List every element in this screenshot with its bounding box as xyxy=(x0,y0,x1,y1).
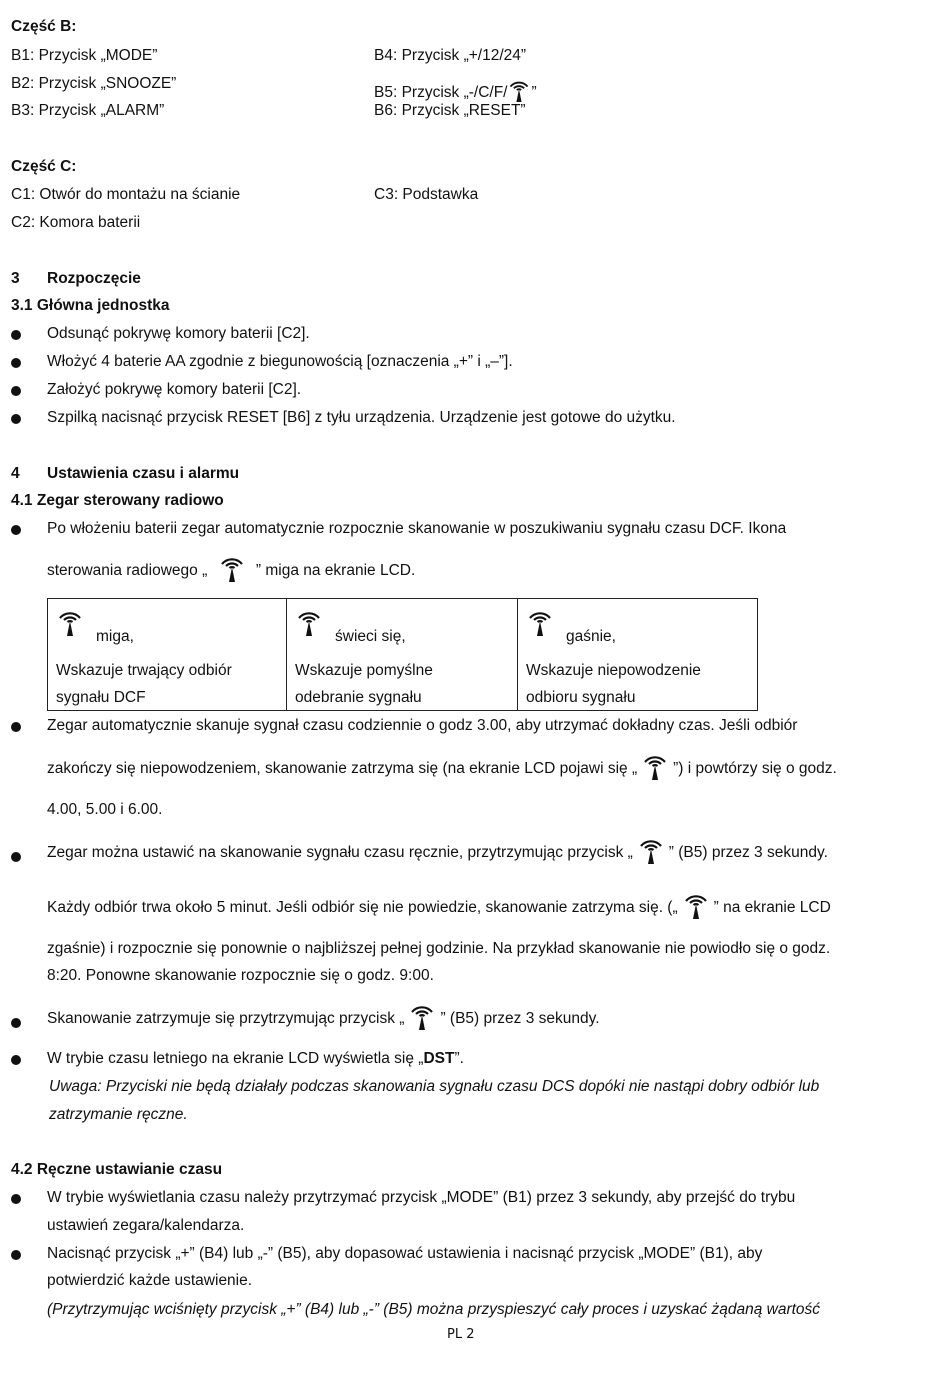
section-4-1-title: 4.1 Zegar sterowany radiowo xyxy=(11,492,224,509)
paragraph-line: Po włożeniu baterii zegar automatycznie rozpocznie skanowanie w poszukiwaniu sygnału czasu DCF. Ikona xyxy=(47,520,787,537)
table-cell-text: Wskazuje trwający odbiór xyxy=(56,662,232,679)
bullet xyxy=(11,525,21,535)
radio-signal-icon xyxy=(526,607,554,637)
paragraph-line: Nacisnąć przycisk „+” (B4) lub „-” (B5), aby dopasować ustawienia i nacisnąć przycisk „MODE” (B1), aby xyxy=(47,1245,763,1262)
bullet xyxy=(11,1055,21,1065)
radio-signal-icon xyxy=(507,77,531,103)
table-cell xyxy=(287,599,518,711)
paragraph-line: ustawień zegara/kalendarza. xyxy=(47,1217,245,1234)
radio-signal-icon xyxy=(641,751,669,781)
part-b-item: B3: Przycisk „ALARM” xyxy=(11,102,165,119)
table-cell-label: świeci się, xyxy=(335,628,406,645)
part-b-heading: Część B: xyxy=(11,18,77,35)
table-cell-text: Wskazuje pomyślne xyxy=(295,662,433,679)
part-b-item: B4: Przycisk „+/12/24” xyxy=(374,47,527,64)
list-item: Odsunąć pokrywę komory baterii [C2]. xyxy=(47,325,310,342)
bullet xyxy=(11,414,21,424)
note-line: Uwaga: Przyciski nie będą działały podczas skanowania sygnału czasu DCS dopóki nie nastąpi dobry odbiór lub xyxy=(49,1078,820,1095)
section-4-number: 4 xyxy=(11,465,20,482)
paragraph-line: zakończy się niepowodzeniem, skanowanie zatrzyma się (na ekranie LCD pojawi się „ ”) i powtórzy się o godz. xyxy=(47,751,837,781)
part-c-heading: Część C: xyxy=(11,158,77,175)
section-4-2-title: 4.2 Ręczne ustawianie czasu xyxy=(11,1161,223,1178)
bullet xyxy=(11,330,21,340)
table-cell-text: odebranie sygnału xyxy=(295,689,422,706)
table-cell-text: Wskazuje niepowodzenie xyxy=(526,662,701,679)
part-c-item: C1: Otwór do montażu na ścianie xyxy=(11,186,241,203)
table-cell-text: sygnału DCF xyxy=(56,689,146,706)
bullet xyxy=(11,722,21,732)
radio-signal-icon xyxy=(56,607,84,637)
part-c-item: C2: Komora baterii xyxy=(11,214,141,231)
note-line: (Przytrzymując wciśnięty przycisk „+” (B4) lub „-” (B5) można przyspieszyć cały proces i uzyskać żądaną wartość xyxy=(47,1301,821,1318)
radio-signal-icon xyxy=(295,607,323,637)
paragraph-line: Każdy odbiór trwa około 5 minut. Jeśli odbiór się nie powiedzie, skanowanie zatrzyma się. („ ” na ekranie LCD xyxy=(47,890,831,920)
paragraph-line: 8:20. Ponowne skanowanie rozpocznie się o godz. 9:00. xyxy=(47,967,434,984)
list-item: Szpilką nacisnąć przycisk RESET [B6] z tyłu urządzenia. Urządzenie jest gotowe do użytku. xyxy=(47,409,676,426)
bullet xyxy=(11,852,21,862)
signal-status-table xyxy=(47,598,758,711)
table-cell-label: miga, xyxy=(96,628,134,645)
section-4-title: Ustawienia czasu i alarmu xyxy=(47,465,240,482)
radio-signal-icon xyxy=(637,835,665,865)
table-cell xyxy=(518,599,758,711)
note-line: zatrzymanie ręczne. xyxy=(49,1106,188,1123)
paragraph-line: Zegar można ustawić na skanowanie sygnału czasu ręcznie, przytrzymując przycisk „ ” (B5) przez 3 sekundy. xyxy=(47,835,828,865)
bullet xyxy=(11,358,21,368)
paragraph-line: potwierdzić każde ustawienie. xyxy=(47,1272,253,1289)
list-item: Założyć pokrywę komory baterii [C2]. xyxy=(47,381,302,398)
part-b-item: B2: Przycisk „SNOOZE” xyxy=(11,75,177,92)
paragraph-line: W trybie czasu letniego na ekranie LCD wyświetla się „DST”. xyxy=(47,1050,464,1067)
paragraph-line: W trybie wyświetlania czasu należy przytrzymać przycisk „MODE” (B1) przez 3 sekundy, aby przejść do trybu xyxy=(47,1189,796,1206)
bullet xyxy=(11,1250,21,1260)
part-b-item-b5: B5: Przycisk „-/C/F/ ” xyxy=(374,77,537,103)
part-b-item: B6: Przycisk „RESET” xyxy=(374,102,526,119)
paragraph-line: Zegar automatycznie skanuje sygnał czasu codziennie o godz 3.00, aby utrzymać dokładny czas. Jeśli odbiór xyxy=(47,717,798,734)
radio-signal-icon xyxy=(408,1001,436,1031)
page-number: PL 2 xyxy=(447,1327,475,1342)
table-cell-label: gaśnie, xyxy=(566,628,616,645)
section-3-1-title: 3.1 Główna jednostka xyxy=(11,297,170,314)
section-3-title: Rozpoczęcie xyxy=(47,270,141,287)
section-3-number: 3 xyxy=(11,270,20,287)
bullet xyxy=(11,1194,21,1204)
bullet xyxy=(11,1018,21,1028)
part-c-item: C3: Podstawka xyxy=(374,186,479,203)
list-item: Włożyć 4 baterie AA zgodnie z biegunowością [oznaczenia „+” i „–”]. xyxy=(47,353,513,370)
radio-signal-icon xyxy=(682,890,710,920)
paragraph-line: 4.00, 5.00 i 6.00. xyxy=(47,801,163,818)
part-b-item: B1: Przycisk „MODE” xyxy=(11,47,158,64)
table-cell xyxy=(48,599,287,711)
table-cell-text: odbioru sygnału xyxy=(526,689,636,706)
paragraph-line: Skanowanie zatrzymuje się przytrzymując przycisk „ ” (B5) przez 3 sekundy. xyxy=(47,1001,600,1031)
paragraph-line: sterowania radiowego „ ” miga na ekranie LCD. xyxy=(47,553,415,583)
bullet xyxy=(11,386,21,396)
paragraph-line: zgaśnie) i rozpocznie się ponownie o najbliższej pełnej godzinie. Na przykład skanowanie nie powiodło się o godz. xyxy=(47,940,831,957)
radio-signal-icon xyxy=(218,553,246,583)
